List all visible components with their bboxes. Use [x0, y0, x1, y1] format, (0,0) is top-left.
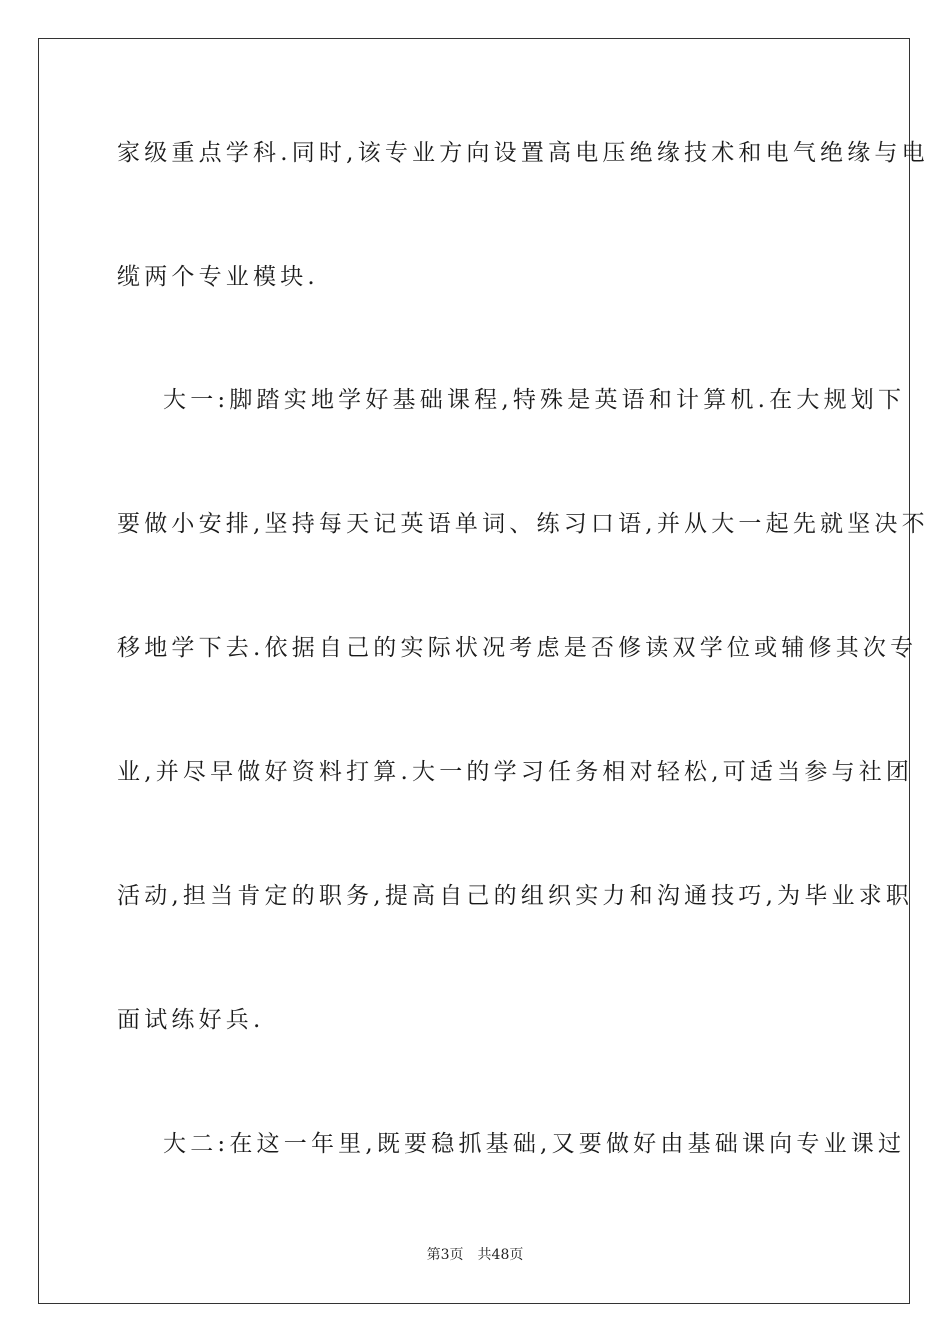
page-border [38, 38, 929, 1304]
current-page-number: 第3页 [426, 1247, 464, 1263]
text-line-8: 面试练好兵. [117, 1007, 265, 1033]
paragraph-year-two-start: 大二:在这一年里,既要稳抓基础,又要做好由基础课向专业课过 [163, 1131, 906, 1157]
paragraph-year-one-start: 大一:脚踏实地学好基础课程,特殊是英语和计算机.在大规划下 [163, 387, 906, 413]
text-line-2: 缆两个专业模块. [117, 264, 319, 290]
text-line-1: 家级重点学科.同时,该专业方向设置高电压绝缘技术和电气绝缘与电 [117, 140, 929, 166]
text-line-6: 业,并尽早做好资料打算.大一的学习任务相对轻松,可适当参与社团 [117, 759, 914, 785]
text-line-4: 要做小安排,坚持每天记英语单词、练习口语,并从大一起先就坚决不 [117, 511, 929, 537]
page-footer [0, 1246, 950, 1264]
text-line-5: 移地学下去.依据自己的实际状况考虑是否修读双学位或辅修其次专 [117, 635, 918, 661]
text-line-7: 活动,担当肯定的职务,提高自己的组织实力和沟通技巧,为毕业求职 [117, 883, 914, 909]
total-pages: 共48页 [477, 1247, 524, 1263]
